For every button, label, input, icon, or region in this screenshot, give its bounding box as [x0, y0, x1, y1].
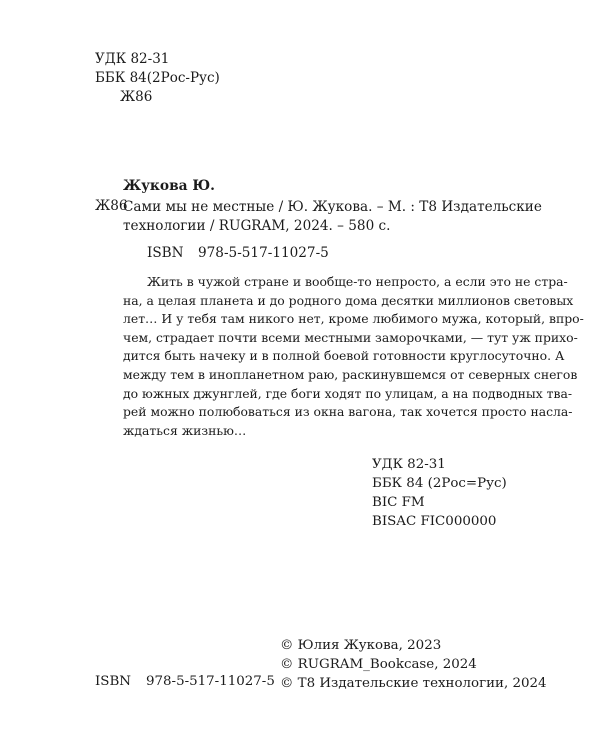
isbn-bottom [95, 674, 275, 689]
bbk-code-right: ББК 84 (2Рос=Рус) [372, 476, 507, 491]
top-classification-block [95, 50, 220, 107]
description-line: Сами мы не местные / Ю. Жукова. – М. : Т8 Издательские [123, 199, 542, 215]
description-line: технологии / RUGRAM, 2024. – 580 с. [123, 218, 391, 234]
annotation-line: чем, страдает почти всеми местными заморочками, — тут уж прихо- [123, 329, 578, 345]
classification-codes-block [372, 455, 507, 531]
isbn-value: 978-5-517-11027-5 [198, 245, 329, 261]
udk-code-right: УДК 82-31 [372, 457, 446, 472]
udk-code: УДК 82-31 [95, 51, 170, 67]
copyright-line: © Юлия Жукова, 2023 [280, 638, 442, 653]
annotation-line: Жить в чужой стране и вообще-то непросто, а если это не стра- [147, 274, 568, 289]
author-mark: Ж86 [95, 198, 128, 214]
isbn-label: ISBN [147, 245, 184, 261]
copyright-block [280, 636, 547, 693]
isbn-value: 978-5-517-11027-5 [146, 674, 275, 689]
annotation-line: дится быть начеку и в полной боевой готовности круглосуточно. А [123, 348, 565, 364]
annotation-line: ждаться жизнью… [123, 422, 247, 438]
bic-code: BIC FM [372, 495, 425, 510]
isbn-top [147, 245, 329, 261]
annotation-line: между тем в инопланетном раю, раскинувшемся от северных снегов [123, 366, 578, 382]
annotation-line: до южных джунглей, где боги ходят по улицам, а на подводных тва- [123, 385, 573, 401]
author-name: Жукова Ю. [123, 178, 215, 194]
bibliographic-description [123, 198, 542, 236]
copyright-line: © Т8 Издательские технологии, 2024 [280, 676, 547, 691]
annotation-line: на, а целая планета и до родного дома десятки миллионов световых [123, 292, 574, 308]
bisac-code: BISAC FIC000000 [372, 514, 497, 529]
annotation-line: лет… И у тебя там никого нет, кроме любимого мужа, который, впро- [123, 311, 584, 327]
annotation-paragraph [123, 273, 584, 440]
bbk-code: ББК 84(2Рос-Рус) [95, 70, 220, 86]
author-sign: Ж86 [120, 89, 153, 105]
copyright-line: © RUGRAM_Bookcase, 2024 [280, 657, 477, 672]
annotation-line: рей можно полюбоваться из окна вагона, так хочется просто насла- [123, 404, 573, 420]
isbn-label: ISBN [95, 674, 132, 689]
